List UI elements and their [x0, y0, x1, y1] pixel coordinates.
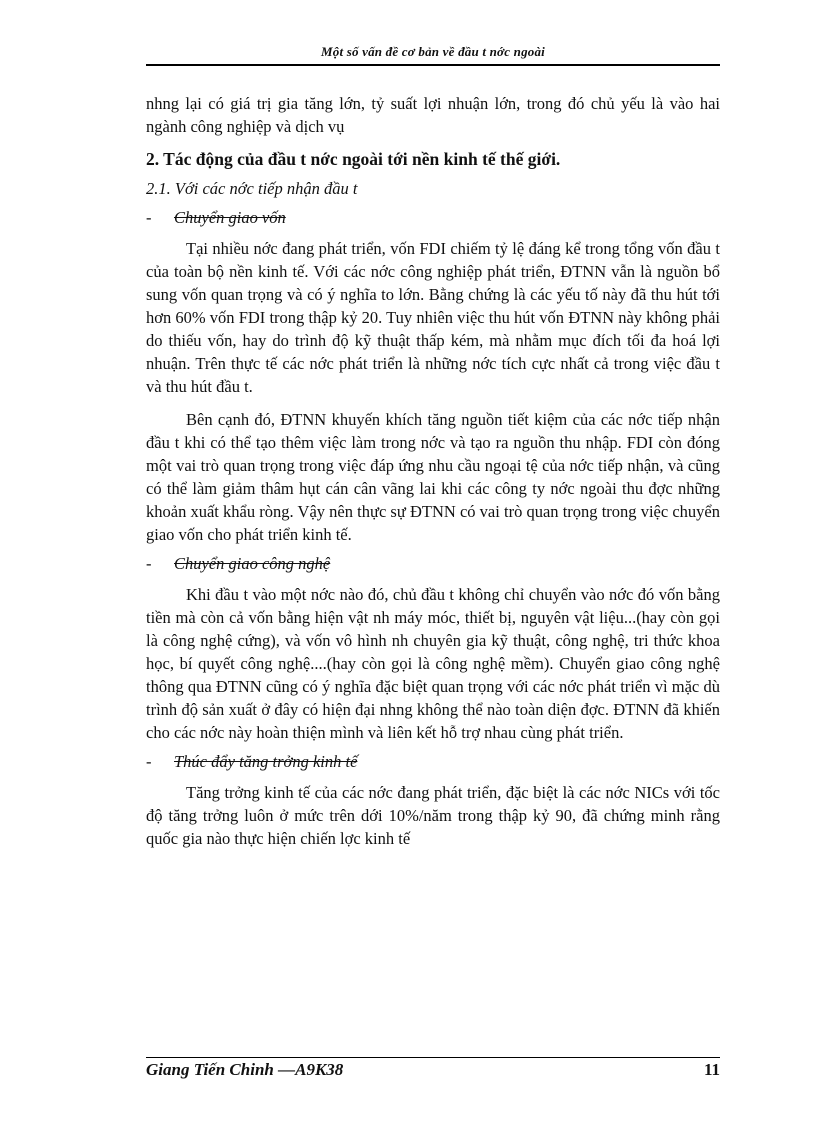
bullet-label: Chuyển giao vốn: [174, 208, 286, 227]
paragraph: Tăng trởng kinh tế của các nớc đang phát triển, đặc biệt là các nớc NICs với tốc độ tăng trởng luôn ở mức trên dới 10%/năm trong thập kỷ 90, đã chứng minh rằng quốc gia nào thực hiện chiến lợc kinh tế: [146, 783, 720, 848]
page-number: 11: [703, 1060, 720, 1079]
bullet-dash: -: [146, 554, 152, 573]
paragraph: Tại nhiều nớc đang phát triển, vốn FDI chiếm tỷ lệ đáng kể trong tổng vốn đầu t của toàn bộ nền kinh tế. Với các nớc công nghiệp phát triển, ĐTNN vẫn là nguồn bổ sung vốn quan trọng và có ý nghĩa to lớn. Bằng chứng là các yếu tố này đã thu hút tới hơn 60% vốn FDI trong thập kỷ 20. Tuy nhiên việc thu hút vốn ĐTNN này không phải do thiếu vốn, hay do trình độ kỹ thuật thấp kém, mà nhằm mục đích tối đa hoá lợi nhuận. Trên thực tế các nớc phát triển là những nớc tích cực nhất cả trong việc đầu t và thu hút đầu t.: [146, 239, 720, 396]
footer-divider: [146, 1057, 720, 1058]
bullet-dash: -: [146, 208, 152, 227]
bullet-technology-transfer: [146, 552, 720, 575]
section-heading: 2. Tác động của đầu t nớc ngoài tới nền kinh tế thế giới.: [146, 149, 561, 169]
bullet-label: Chuyển giao công nghệ: [174, 554, 331, 573]
bullet-capital-transfer: [146, 206, 720, 229]
paragraph: Bên cạnh đó, ĐTNN khuyến khích tăng nguồn tiết kiệm của các nớc tiếp nhận đầu t khi có thể tạo thêm việc làm trong nớc và tạo ra nguồn thu nhập. FDI còn đóng một vai trò quan trọng trong việc đáp ứng nhu cầu ngoại tệ của nớc tiếp nhận, và cũng có thể làm giảm thâm hụt cán cân vãng lai khi các công ty nớc ngoài thu đợc những khoản xuất khẩu ròng. Vậy nên thực sự ĐTNN có vai trò quan trọng trong việc chuyển giao vốn cho phát triển kinh tế.: [146, 410, 720, 544]
subsection-heading: 2.1. Với các nớc tiếp nhận đầu t: [146, 179, 358, 198]
paragraph: Khi đầu t vào một nớc nào đó, chủ đầu t không chỉ chuyển vào nớc đó vốn bằng tiền mà còn cả vốn bằng hiện vật nh máy móc, thiết bị, nguyên vật liệu...(hay còn gọi là công nghệ cứng), và vốn vô hình nh chuyên gia kỹ thuật, công nghệ, tri thức khoa học, bí quyết công nghệ....(hay còn gọi là công nghệ mềm). Chuyển giao công nghệ thông qua ĐTNN cũng có ý nghĩa đặc biệt quan trọng với các nớc phát triển vì mặc dù trình độ sản xuất ở đây có hiện đại nhng không thể nào toàn diện đợc. ĐTNN đã khiến cho các nớc này hoàn thiện mình và liên kết hỗ trợ nhau cùng phát triển.: [146, 585, 720, 742]
page-body: [146, 92, 720, 850]
intro-paragraph: nhng lại có giá trị gia tăng lớn, tỷ suất lợi nhuận lớn, trong đó chủ yếu là vào hai ngành công nghiệp và dịch vụ: [146, 94, 720, 136]
bullet-dash: -: [146, 752, 152, 771]
header-divider: [146, 64, 720, 66]
bullet-label: Thúc đẩy tăng trởng kinh tế: [174, 752, 358, 771]
page-header: Một số vấn đề cơ bản về đầu t nớc ngoài: [321, 44, 545, 59]
footer-author: Giang Tiến Chinh —A9K38: [146, 1060, 344, 1079]
bullet-growth: [146, 750, 720, 773]
